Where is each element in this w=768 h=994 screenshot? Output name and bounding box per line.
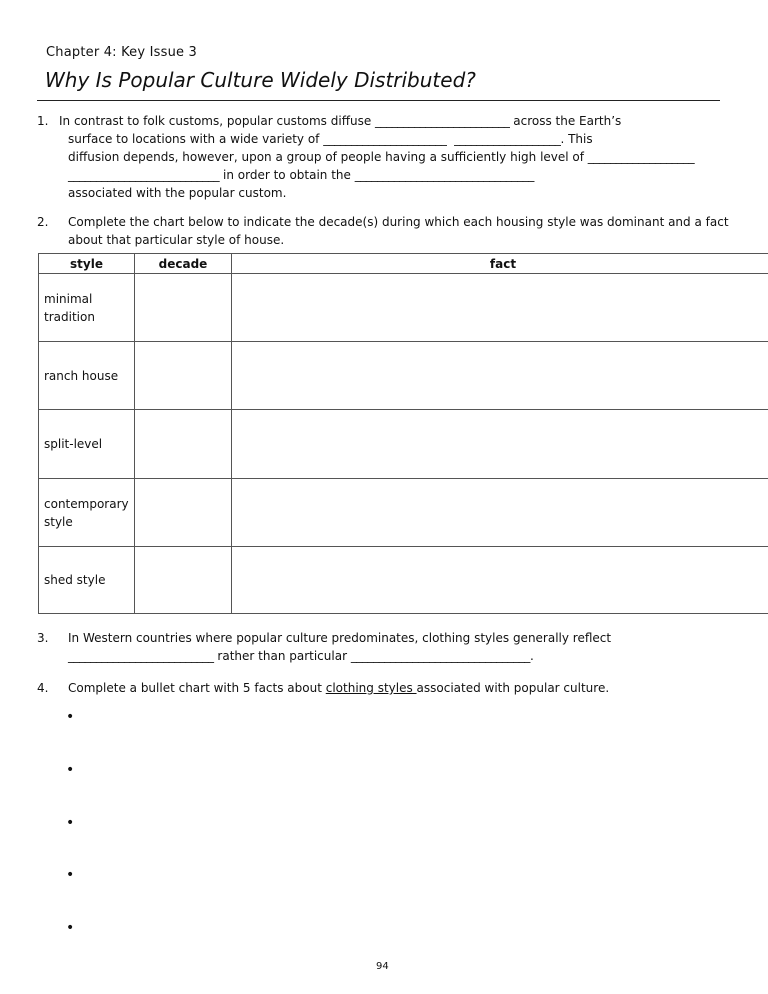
title-divider <box>37 100 720 101</box>
page-title: Why Is Popular Culture Widely Distributed? <box>45 68 476 92</box>
chart-header-row <box>39 254 768 274</box>
bullet-point-5: • <box>66 920 75 936</box>
q4-text-1b: associated with popular culture. <box>416 681 610 695</box>
q1-text-5: associated with the popular custom. <box>68 186 287 200</box>
question-4 <box>37 679 737 697</box>
decade-cell[interactable] <box>135 410 232 479</box>
question-3-number: 3. <box>37 631 49 645</box>
bullet-point-4: • <box>66 867 75 883</box>
decade-cell[interactable] <box>135 342 232 410</box>
decade-cell[interactable] <box>135 547 232 614</box>
page-number: 94 <box>376 961 389 972</box>
question-2-number: 2. <box>37 215 49 229</box>
table-row <box>39 274 768 342</box>
q4-text-1a: Complete a bullet chart with 5 facts about <box>68 681 326 695</box>
q1-blank-5[interactable]: ___________________________ <box>68 168 220 182</box>
style-cell: split-level <box>39 410 135 479</box>
table-row <box>39 479 768 547</box>
table-row <box>39 547 768 614</box>
q1-blank-3[interactable]: ___________________ <box>454 132 561 146</box>
header-fact: fact <box>232 254 768 274</box>
style-cell: shed style <box>39 547 135 614</box>
bullet-point-3: • <box>66 815 75 831</box>
question-1-number: 1. <box>37 114 49 128</box>
q1-blank-6[interactable]: ________________________________ <box>354 168 534 182</box>
question-4-number: 4. <box>37 681 49 695</box>
fact-cell[interactable] <box>232 274 768 342</box>
q3-blank-2[interactable]: ________________________________ <box>350 649 531 663</box>
style-cell: contemporary style <box>39 479 135 547</box>
q3-text-mid: rather than particular <box>213 649 351 663</box>
style-cell: ranch house <box>39 342 135 410</box>
q2-text-2: about that particular style of house. <box>68 233 285 247</box>
decade-cell[interactable] <box>135 274 232 342</box>
fact-cell[interactable] <box>232 479 768 547</box>
q3-text-end: . <box>530 649 534 663</box>
bullet-point-2: • <box>66 762 75 778</box>
style-cell: minimal tradition <box>39 274 135 342</box>
q1-blank-2[interactable]: ______________________ <box>323 132 447 146</box>
fact-cell[interactable] <box>232 410 768 479</box>
housing-style-chart <box>38 253 768 614</box>
q1-blank-1[interactable]: ________________________ <box>375 114 510 128</box>
fact-cell[interactable] <box>232 547 768 614</box>
bullet-point-1: • <box>66 709 75 725</box>
header-style: style <box>39 254 135 274</box>
question-3 <box>37 629 737 665</box>
q1-blank-4[interactable]: ___________________ <box>587 150 695 164</box>
fact-cell[interactable] <box>232 342 768 410</box>
q3-text-1: In Western countries where popular culture predominates, clothing styles generally reflect <box>68 631 612 645</box>
question-2 <box>37 213 737 249</box>
decade-cell[interactable] <box>135 479 232 547</box>
q1-text-1b: across the Earth’s <box>509 114 622 128</box>
table-row <box>39 410 768 479</box>
header-decade: decade <box>135 254 232 274</box>
q4-underlined-text: clothing styles <box>325 681 417 695</box>
table-row <box>39 342 768 410</box>
q2-text-1: Complete the chart below to indicate the decade(s) during which each housing style was dominant and a fact <box>68 215 729 229</box>
q1-text-1a: In contrast to folk customs, popular customs diffuse <box>59 114 376 128</box>
q3-blank-1[interactable]: __________________________ <box>68 649 214 663</box>
q1-text-4a: in order to obtain the <box>219 168 355 182</box>
q1-text-2a: surface to locations with a wide variety of <box>68 132 324 146</box>
chapter-label: Chapter 4: Key Issue 3 <box>46 45 198 60</box>
question-1 <box>37 112 737 204</box>
q1-text-3a: diffusion depends, however, upon a group of people having a sufficiently high level of <box>68 150 588 164</box>
q1-text-2b: . This <box>560 132 593 146</box>
